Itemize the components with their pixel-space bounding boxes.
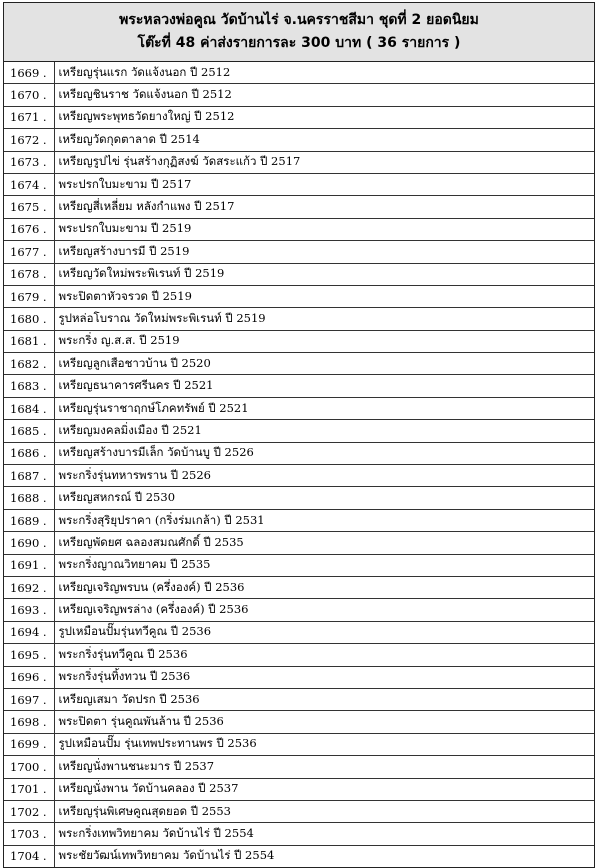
table-row xyxy=(4,62,594,84)
item-name: เหรียญวัดใหม่พระพิเรนท์ ปี 2519 xyxy=(54,263,594,285)
table-row xyxy=(4,599,594,621)
item-number: 1686 . xyxy=(4,442,54,464)
item-name: พระกริ่งญาณวิทยาคม ปี 2535 xyxy=(54,554,594,576)
item-name: พระกริ่ง ญ.ส.ส. ปี 2519 xyxy=(54,330,594,352)
table-row xyxy=(4,196,594,218)
table-row xyxy=(4,173,594,195)
table-row xyxy=(4,487,594,509)
item-number: 1690 . xyxy=(4,532,54,554)
table-row xyxy=(4,129,594,151)
item-name: เหรียญมงคลมิ่งเมือง ปี 2521 xyxy=(54,420,594,442)
item-name: พระปิดตาหัวจรวด ปี 2519 xyxy=(54,285,594,307)
table-row xyxy=(4,308,594,330)
table-row xyxy=(4,733,594,755)
table-row xyxy=(4,800,594,822)
table-row xyxy=(4,218,594,240)
item-name: รูปหล่อโบราณ วัดใหม่พระพิเรนท์ ปี 2519 xyxy=(54,308,594,330)
item-number: 1696 . xyxy=(4,666,54,688)
item-number: 1679 . xyxy=(4,285,54,307)
item-number: 1700 . xyxy=(4,756,54,778)
table-row xyxy=(4,84,594,106)
item-name: เหรียญเสมา วัดปรก ปี 2536 xyxy=(54,688,594,710)
item-name: เหรียญเจริญพรบน (ครึ่งองค์) ปี 2536 xyxy=(54,576,594,598)
table-row xyxy=(4,756,594,778)
item-name: เหรียญสร้างบารมี ปี 2519 xyxy=(54,241,594,263)
item-name: เหรียญรุ่นราชาฤกษ์โภคทรัพย์ ปี 2521 xyxy=(54,397,594,419)
item-number: 1702 . xyxy=(4,800,54,822)
list-subtitle: โต๊ะที่ 48 ค่าส่งรายการละ 300 บาท ( 36 รายการ ) xyxy=(137,35,461,51)
item-number: 1687 . xyxy=(4,465,54,487)
table-row xyxy=(4,778,594,800)
table-row xyxy=(4,285,594,307)
table-row xyxy=(4,711,594,733)
item-number: 1683 . xyxy=(4,375,54,397)
table-row xyxy=(4,532,594,554)
item-name: เหรียญสร้างบารมีเล็ก วัดบ้านบู ปี 2526 xyxy=(54,442,594,464)
item-name: พระชัยวัฒน์เทพวิทยาคม วัดบ้านไร่ ปี 2554 xyxy=(58,848,275,863)
table-row xyxy=(4,397,594,419)
item-number: 1688 . xyxy=(4,487,54,509)
item-name: พระกริ่งรุ่นทหารพราน ปี 2526 xyxy=(54,465,594,487)
table-row xyxy=(4,330,594,352)
item-name: พระปรกใบมะขาม ปี 2517 xyxy=(54,173,594,195)
item-number: 1669 . xyxy=(4,62,54,84)
item-number: 1703 . xyxy=(4,823,54,845)
item-number: 1685 . xyxy=(4,420,54,442)
table-row xyxy=(4,420,594,442)
item-number: 1699 . xyxy=(4,733,54,755)
item-name: เหรียญรุ่นพิเศษคูณสุดยอด ปี 2553 xyxy=(54,800,594,822)
table-row xyxy=(4,845,594,867)
table-row xyxy=(4,151,594,173)
table-row xyxy=(4,375,594,397)
table-row xyxy=(4,353,594,375)
item-name: พระกริ่งรุ่นทิ้งทวน ปี 2536 xyxy=(54,666,594,688)
item-name: รูปเหมือนปั๊ม รุ่นเทพประทานพร ปี 2536 xyxy=(54,733,594,755)
item-name: เหรียญพัดยศ ฉลองสมณศักดิ์ ปี 2535 xyxy=(54,532,594,554)
item-number: 1704 . xyxy=(4,845,54,867)
item-number: 1698 . xyxy=(4,711,54,733)
item-number: 1684 . xyxy=(4,397,54,419)
item-name: เหรียญสหกรณ์ ปี 2530 xyxy=(54,487,594,509)
table-row xyxy=(4,442,594,464)
item-name: เหรียญเจริญพรล่าง (ครึ่งองค์) ปี 2536 xyxy=(54,599,594,621)
item-number: 1675 . xyxy=(4,196,54,218)
item-name: เหรียญสี่เหลี่ยม หลังกำแพง ปี 2517 xyxy=(54,196,594,218)
table-row xyxy=(4,644,594,666)
table-row xyxy=(4,576,594,598)
table-row xyxy=(4,823,594,845)
item-number: 1671 . xyxy=(4,106,54,128)
item-name: เหรียญนั่งพานชนะมาร ปี 2537 xyxy=(54,756,594,778)
item-number: 1697 . xyxy=(4,688,54,710)
table-row xyxy=(4,621,594,643)
item-number: 1689 . xyxy=(4,509,54,531)
table-row xyxy=(4,554,594,576)
table-row xyxy=(4,688,594,710)
item-number: 1694 . xyxy=(4,621,54,643)
table-row xyxy=(4,263,594,285)
item-name: เหรียญนั่งพาน วัดบ้านคลอง ปี 2537 xyxy=(54,778,594,800)
item-number: 1680 . xyxy=(4,308,54,330)
item-number: 1695 . xyxy=(4,644,54,666)
item-name: เหรียญลูกเสือชาวบ้าน ปี 2520 xyxy=(54,353,594,375)
item-number: 1677 . xyxy=(4,241,54,263)
item-name: รูปเหมือนปั๊มรุ่นทวีคูณ ปี 2536 xyxy=(54,621,594,643)
table-row xyxy=(4,465,594,487)
item-number: 1691 . xyxy=(4,554,54,576)
item-number: 1682 . xyxy=(4,353,54,375)
list-header xyxy=(4,3,594,62)
item-name: เหรียญพระพุทธวัดยางใหญ่ ปี 2512 xyxy=(54,106,594,128)
item-name: เหรียญรุ่นแรก วัดแจ้งนอก ปี 2512 xyxy=(54,62,594,84)
list-title: พระหลวงพ่อคูณ วัดบ้านไร่ จ.นครราชสีมา ชุดที่ 2 ยอดนิยม xyxy=(119,12,479,28)
item-number: 1672 . xyxy=(4,129,54,151)
table-row xyxy=(4,666,594,688)
item-name: เหรียญรูปไข่ รุ่นสร้างกุฏิสงฆ์ วัดสระแก้ว ปี 2517 xyxy=(54,151,594,173)
item-name: พระกริ่งเทพวิทยาคม วัดบ้านไร่ ปี 2554 xyxy=(54,823,594,845)
item-number: 1670 . xyxy=(4,84,54,106)
item-number: 1693 . xyxy=(4,599,54,621)
item-number: 1678 . xyxy=(4,263,54,285)
item-name: พระกริ่งสุริยุปราคา (กริ่งร่มเกล้า) ปี 2531 xyxy=(54,509,594,531)
table-row xyxy=(4,106,594,128)
item-name: เหรียญธนาคารศรีนคร ปี 2521 xyxy=(54,375,594,397)
item-number: 1701 . xyxy=(4,778,54,800)
item-name: พระปิดตา รุ่นคูณพันล้าน ปี 2536 xyxy=(54,711,594,733)
item-number: 1681 . xyxy=(4,330,54,352)
table-row xyxy=(4,509,594,531)
item-number: 1676 . xyxy=(4,218,54,240)
item-number: 1673 . xyxy=(4,151,54,173)
item-number: 1674 . xyxy=(4,173,54,195)
item-name: พระกริ่งรุ่นทวีคูณ ปี 2536 xyxy=(54,644,594,666)
item-name: เหรียญวัดกุดตาลาด ปี 2514 xyxy=(54,129,594,151)
table-row xyxy=(4,241,594,263)
amulet-table xyxy=(4,62,594,867)
item-name: พระปรกใบมะขาม ปี 2519 xyxy=(54,218,594,240)
amulet-list-sheet xyxy=(3,2,595,868)
item-number: 1692 . xyxy=(4,576,54,598)
item-name: เหรียญชินราช วัดแจ้งนอก ปี 2512 xyxy=(54,84,594,106)
